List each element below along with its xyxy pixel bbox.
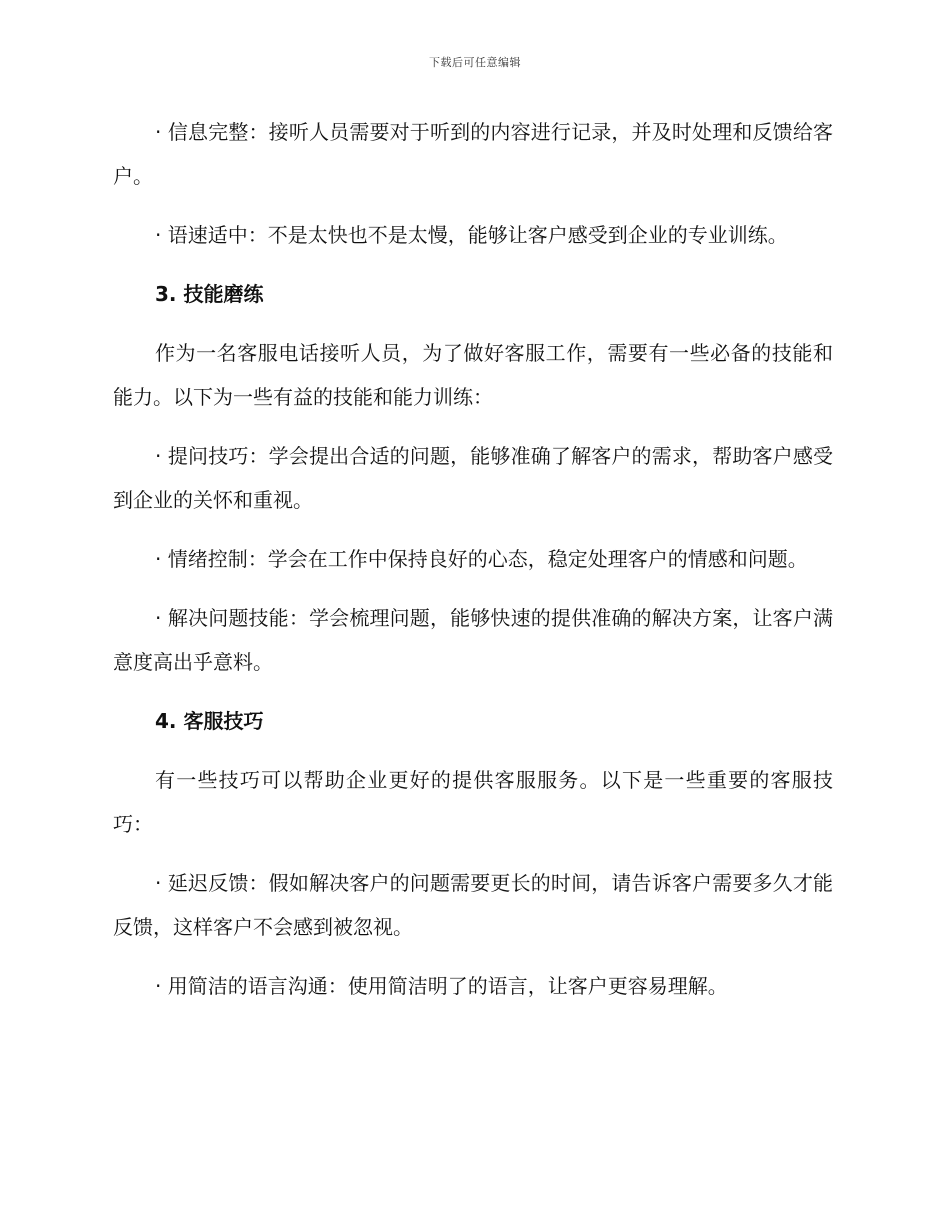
skills-intro-paragraph: 作为一名客服电话接听人员，为了做好客服工作，需要有一些必备的技能和能力。以下为一些有益的技能和能力训练： [113,341,833,409]
section-heading-skills: 3. 技能磨练 [155,282,264,306]
service-tips-intro-paragraph: 有一些技巧可以帮助企业更好的提供客服服务。以下是一些重要的客服技巧： [113,768,833,836]
page-header: 下载后可任意编辑 [429,56,521,69]
bullet-emotion-control: · 情绪控制：学会在工作中保持良好的心态，稳定处理客户的情感和问题。 [155,547,808,571]
bullet-problem-solving: · 解决问题技能：学会梳理问题，能够快速的提供准确的解决方案，让客户满意度高出乎意料。 [113,606,833,674]
bullet-questioning-skill: · 提问技巧：学会提出合适的问题，能够准确了解客户的需求，帮助客户感受到企业的关怀和重视。 [113,444,833,512]
bullet-info-complete: · 信息完整：接听人员需要对于听到的内容进行记录，并及时处理和反馈给客户。 [113,120,833,188]
bullet-delayed-feedback: · 延迟反馈：假如解决客户的问题需要更长的时间，请告诉客户需要多久才能反馈，这样客户不会感到被忽视。 [113,871,833,939]
bullet-speech-speed: · 语速适中：不是太快也不是太慢，能够让客户感受到企业的专业训练。 [155,223,788,247]
document-body [113,110,833,1023]
section-heading-service-tips: 4. 客服技巧 [155,709,264,733]
bullet-concise-language: · 用简洁的语言沟通：使用简洁明了的语言，让客户更容易理解。 [155,974,728,998]
